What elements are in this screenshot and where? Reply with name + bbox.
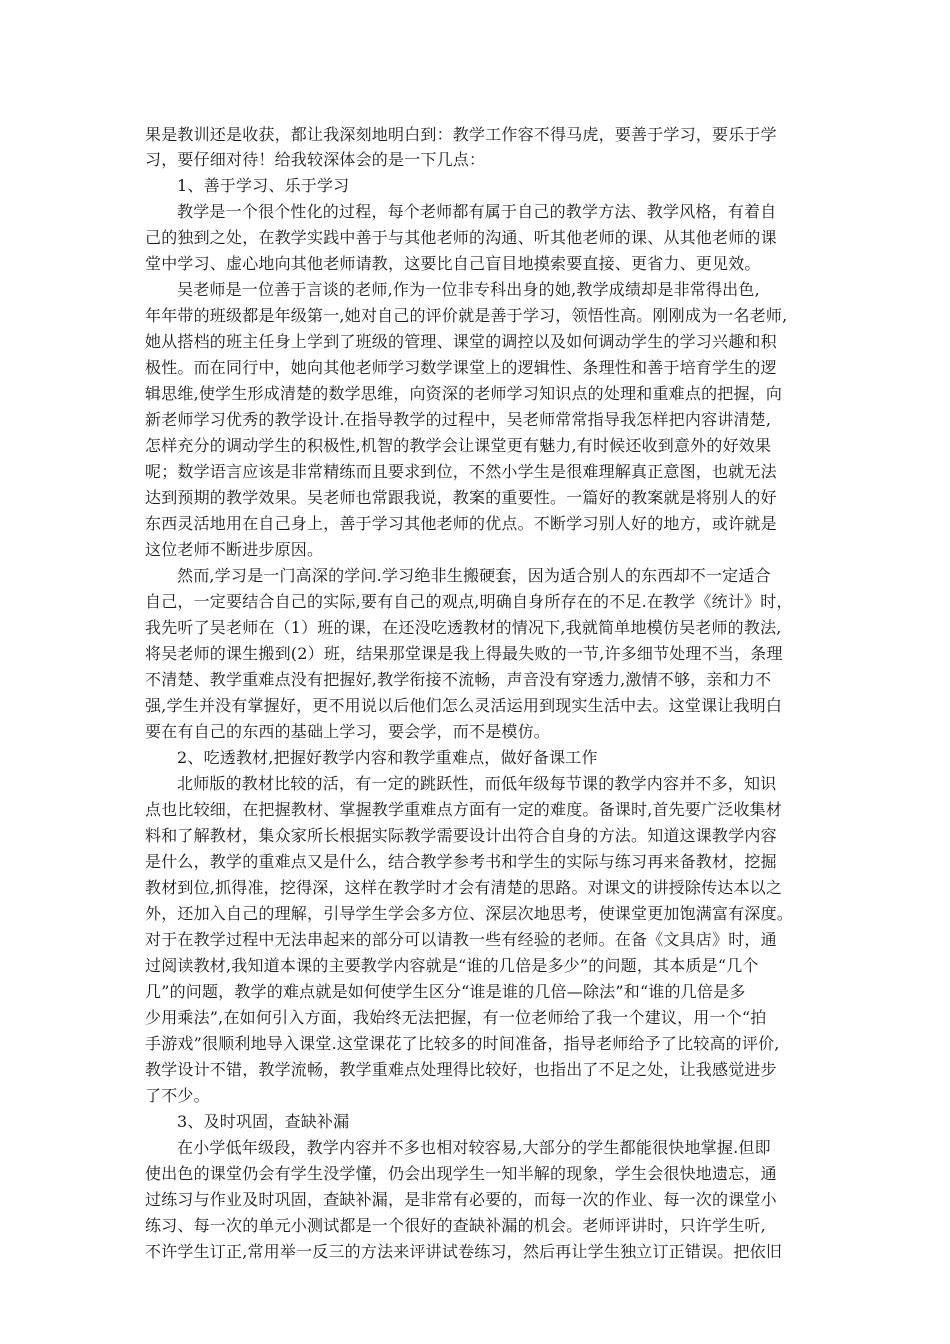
text-line-2: 习，要仔细对待！给我较深体会的是一下几点： [145,150,486,169]
text-line-40: 在小学低年级段，教学内容并不多也相对较容易,大部分的学生都能很快地掌握.但即 [177,1138,771,1157]
text-line-30: 教材到位,抓得准，挖得深，这样在教学时才会有清楚的思路。对课文的讲授除传达本以之 [145,878,783,897]
text-line-34: 几”的问题，教学的难点就是如何使学生区分“谁是谁的几倍—除法”和“谁的几倍是多 [145,982,746,1001]
text-line-1: 果是教训还是收获，都让我深刻地明白到：教学工作容不得马虎，要善于学习，要乐于学 [145,125,777,144]
text-line-27: 点也比较细，在把握教材、掌握教学重难点方面有一定的难度。备课时,首先要广泛收集材 [145,800,783,819]
text-line-26: 北师版的教材比较的活，有一定的跳跃性，而低年级每节课的教学内容并不多，知识 [177,774,777,793]
text-line-19: 自己，一定要结合自己的实际,要有自己的观点,明确自身所存在的不足.在教学《统计》时， [145,592,793,611]
section-heading-2: 2、吃透教材,把握好教学内容和教学重难点，做好备课工作 [177,748,598,767]
text-line-43: 练习、每一次的单元小测试都是一个很好的查缺补漏的机会。老师评讲时，只许学生听, [145,1216,766,1235]
text-line-29: 是什么，教学的重难点又是什么，结合教学参考书和学生的实际与练习再来备教材，挖掘 [145,852,777,871]
text-line-23: 强,学生并没有掌握好，更不用说以后他们怎么灵活运用到现实生活中去。这堂课让我明白 [145,696,783,715]
text-line-38: 了不少。 [145,1086,210,1105]
text-line-5: 己的独到之处，在教学实践中善于与其他老师的沟通、听其他老师的课、从其他老师的课 [145,228,777,247]
text-line-7: 吴老师是一位善于言谈的老师,作为一位非专科出身的她,教学成绩却是非常得出色, [177,280,760,299]
text-line-35: 少用乘法”,在如何引入方面，我始终无法把握，有一位老师给了我一个建议，用一个“拍 [145,1008,767,1027]
text-line-10: 极性。而在同行中，她向其他老师学习数学课堂上的逻辑性、条理性和善于培育学生的逻 [145,358,777,377]
text-line-41: 使出色的课堂仍会有学生没学懂，仍会出现学生一知半解的现象，学生会很快地遗忘，通 [145,1164,777,1183]
text-line-17: 这位老师不断进步原因。 [145,540,324,559]
section-heading-3: 3、及时巩固，查缺补漏 [177,1112,350,1131]
text-line-42: 过练习与作业及时巩固，查缺补漏，是非常有必要的，而每一次的作业、每一次的课堂小 [145,1190,777,1209]
text-line-4: 教学是一个很个性化的过程，每个老师都有属于自己的教学方法、教学风格，有着自 [177,202,777,221]
text-line-21: 将吴老师的课生搬到(2）班，结果那堂课是我上得最失败的一节,许多细节处理不当，条理 [145,644,783,663]
text-line-24: 要在有自己的东西的基础上学习，要会学，而不是模仿。 [145,722,551,741]
text-line-8: 年年带的班级都是年级第一,她对自己的评价就是善于学习，领悟性高。刚刚成为一名老师, [145,306,788,325]
text-line-28: 料和了解教材，集众家所长根据实际教学需要设计出符合自身的方法。知道这课教学内容 [145,826,777,845]
text-line-14: 呢；数学语言应该是非常精练而且要求到位，不然小学生是很难理解真正意图，也就无法 [145,462,777,481]
text-line-6: 堂中学习、虚心地向其他老师请教，这要比自己盲目地摸索要直接、更省力、更见效。 [145,254,761,273]
text-line-16: 东西灵活地用在自己身上，善于学习其他老师的优点。不断学习别人好的地方，或许就是 [145,514,777,533]
text-line-44: 不许学生订正,常用举一反三的方法来评讲试卷练习，然后再让学生独立订正错误。把依旧 [145,1242,783,1261]
text-line-18: 然而,学习是一门高深的学问.学习绝非生搬硬套，因为适合别人的东西却不一定适合 [177,566,771,585]
text-line-20: 我先听了吴老师在（1）班的课，在还没吃透教材的情况下,我就简单地模仿吴老师的教法, [145,618,782,637]
section-heading-1: 1、善于学习、乐于学习 [177,176,350,195]
text-line-13: 怎样充分的调动学生的积极性,机智的教学会让课堂更有魅力,有时候还收到意外的好效果 [145,436,772,455]
text-line-33: 过阅读教材,我知道本课的主要教学内容就是“谁的几倍是多少”的问题，其本质是“几个 [145,956,759,975]
text-line-12: 新老师学习优秀的教学设计.在指导教学的过程中，吴老师常常指导我怎样把内容讲清楚, [145,410,772,429]
text-line-15: 达到预期的教学效果。吴老师也常跟我说，教案的重要性。一篇好的教案就是将别人的好 [145,488,777,507]
text-line-31: 外，还加入自己的理解，引导学生学会多方位、深层次地思考，使课堂更加饱满富有深度。 [145,904,794,923]
text-line-22: 不清楚、教学重难点没有把握好,教学衔接不流畅，声音没有穿透力,激情不够，亲和力不 [145,670,772,689]
text-line-9: 她从搭档的班主任身上学到了班级的管理、课堂的调控以及如何调动学生的学习兴趣和积 [145,332,777,351]
text-line-11: 辑思维,使学生形成清楚的数学思维，向资深的老师学习知识点的处理和重难点的把握，向 [145,384,783,403]
text-line-36: 手游戏”很顺利地导入课堂.这堂课花了比较多的时间准备，指导老师给予了比较高的评价, [145,1034,780,1053]
text-line-37: 教学设计不错，教学流畅，教学重难点处理得比较好，也指出了不足之处，让我感觉进步 [145,1060,777,1079]
text-line-32: 对于在教学过程中无法串起来的部分可以请教一些有经验的老师。在备《文具店》时，通 [145,930,777,949]
